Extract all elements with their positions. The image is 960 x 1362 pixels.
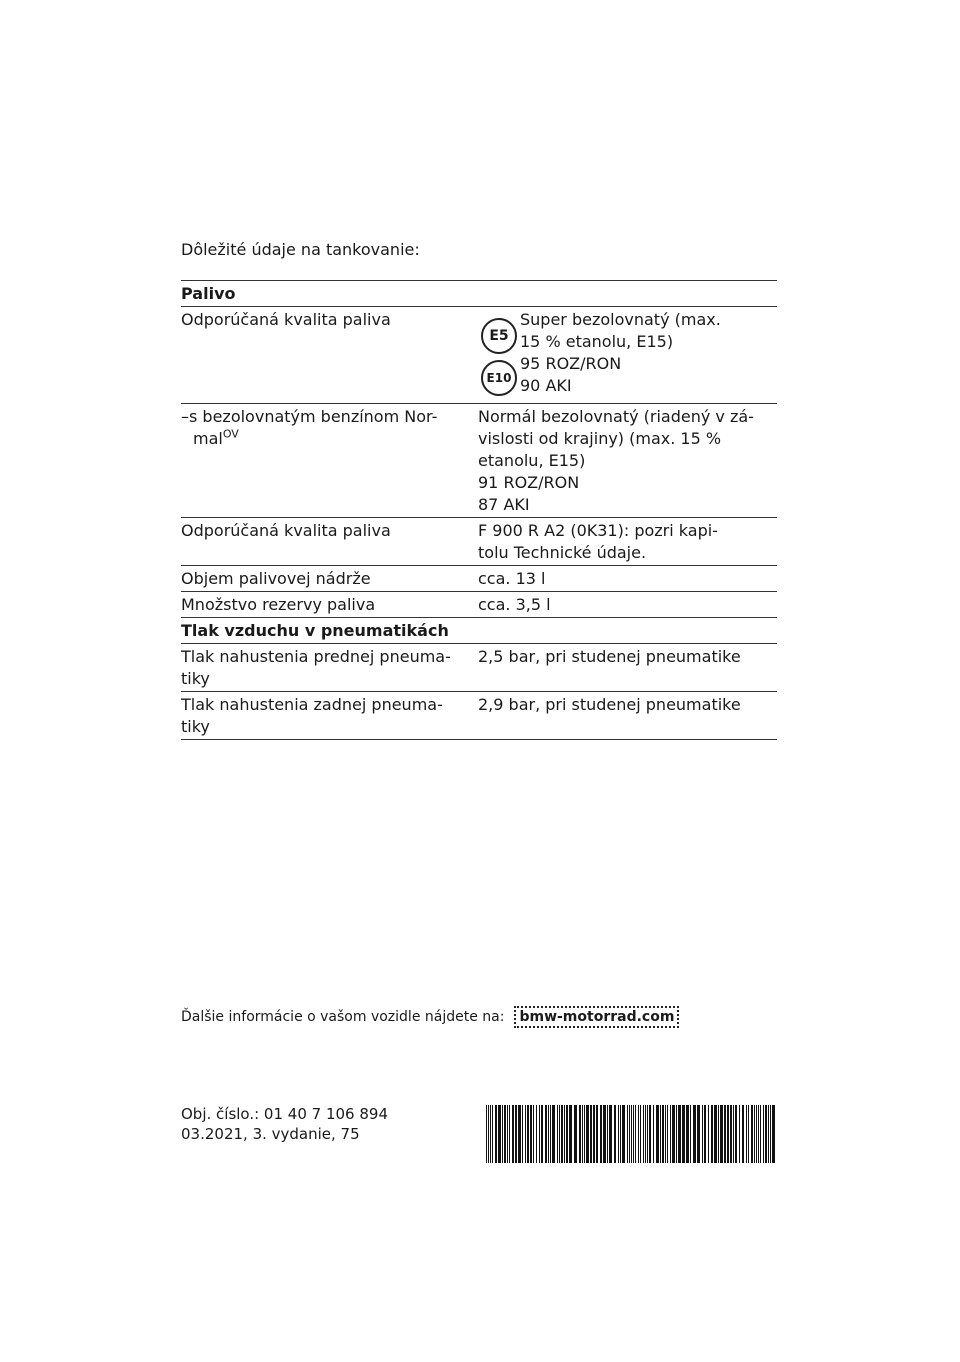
- barcode-bar: [515, 1105, 517, 1163]
- value-line: 91 ROZ/RON: [478, 473, 580, 492]
- barcode-bar: [552, 1105, 555, 1163]
- barcode-bar: [502, 1105, 503, 1163]
- fuel-spec-line: Super bezolovnatý (max.: [520, 310, 721, 329]
- option-superscript: OV: [222, 427, 239, 441]
- barcode-bar: [770, 1105, 771, 1163]
- barcode-bar: [720, 1105, 723, 1163]
- barcode-bar: [620, 1105, 621, 1163]
- barcode-bar: [614, 1105, 616, 1163]
- barcode-bar: [711, 1105, 713, 1163]
- barcode-bar: [609, 1105, 612, 1163]
- fuel-spec: [520, 309, 777, 402]
- barcode-bar: [545, 1105, 547, 1163]
- barcode-bar: [697, 1105, 700, 1163]
- fuel-table: [181, 280, 777, 740]
- barcode-bar: [704, 1105, 706, 1163]
- section-fuel-title: Palivo: [181, 284, 236, 303]
- row-label-line: tiky: [181, 669, 210, 688]
- barcode-bar: [561, 1105, 563, 1163]
- barcode-bar: [629, 1105, 630, 1163]
- barcode-bar: [656, 1105, 659, 1163]
- footer-info-text: Ďalšie informácie o vašom vozidle nájdete na:: [181, 1009, 505, 1025]
- barcode-bar: [550, 1105, 551, 1163]
- barcode-bar: [662, 1105, 664, 1163]
- barcode-bar: [733, 1105, 734, 1163]
- barcode-bar: [640, 1105, 641, 1163]
- row-label: [181, 694, 478, 738]
- row-label: [181, 406, 478, 516]
- barcode-bar: [772, 1105, 775, 1163]
- value-line: 87 AKI: [478, 495, 530, 514]
- barcode-bar: [768, 1105, 769, 1163]
- row-label-text: mal: [193, 429, 223, 448]
- barcode-bar: [635, 1105, 636, 1163]
- value-line: F 900 R A2 (0K31): pozri kapi-: [478, 521, 718, 540]
- barcode-bar: [498, 1105, 501, 1163]
- barcode-bar: [633, 1105, 634, 1163]
- part-number: Obj. číslo.: 01 40 7 106 894: [181, 1105, 388, 1123]
- table-row: [181, 691, 777, 740]
- barcode-bar: [490, 1105, 491, 1163]
- barcode-bar: [509, 1105, 510, 1163]
- row-value: [478, 520, 777, 564]
- barcode-bar: [559, 1105, 560, 1163]
- e10-badge-icon: E10: [481, 360, 517, 396]
- barcode-bar: [536, 1105, 537, 1163]
- intro-heading: Dôležité údaje na tankovanie:: [181, 240, 420, 259]
- barcode-bar: [714, 1105, 717, 1163]
- row-label-line: [181, 428, 476, 450]
- barcode-bar: [488, 1105, 489, 1163]
- value-line: etanolu, E15): [478, 451, 586, 470]
- barcode-bar: [708, 1105, 709, 1163]
- barcode-bar: [751, 1105, 753, 1163]
- barcode-bar: [672, 1105, 675, 1163]
- barcode-bar: [763, 1105, 764, 1163]
- row-value: 2,5 bar, pri studenej pneumatike: [478, 647, 741, 666]
- barcode-bar: [756, 1105, 757, 1163]
- barcode-bar: [522, 1105, 523, 1163]
- barcode-bar: [566, 1105, 568, 1163]
- barcode-bar: [746, 1105, 747, 1163]
- row-value: cca. 13 l: [478, 569, 546, 588]
- barcode-bar: [586, 1105, 589, 1163]
- barcode-bar: [718, 1105, 719, 1163]
- barcode-icon: [486, 1105, 778, 1163]
- section-tyre-title: Tlak vzduchu v pneumatikách: [181, 621, 449, 640]
- barcode-bar: [748, 1105, 749, 1163]
- barcode-bar: [649, 1105, 651, 1163]
- barcode-bar: [593, 1105, 595, 1163]
- section-tyre: [181, 617, 777, 643]
- barcode-bar: [730, 1105, 732, 1163]
- barcode-bar: [527, 1105, 529, 1163]
- barcode-bar: [548, 1105, 549, 1163]
- row-value: [478, 309, 777, 402]
- barcode-bar: [676, 1105, 677, 1163]
- barcode-bar: [584, 1105, 585, 1163]
- barcode-bar: [735, 1105, 737, 1163]
- barcode-bar: [603, 1105, 606, 1163]
- barcode-bar: [618, 1105, 619, 1163]
- barcode-bar: [541, 1105, 543, 1163]
- row-label: Objem palivovej nádrže: [181, 569, 371, 588]
- barcode-bar: [525, 1105, 526, 1163]
- row-label: Odporúčaná kvalita paliva: [181, 310, 391, 329]
- table-row: [181, 643, 777, 691]
- edition: 03.2021, 3. vydanie, 75: [181, 1125, 360, 1143]
- barcode-bar: [742, 1105, 744, 1163]
- barcode-bar: [702, 1105, 703, 1163]
- barcode-bar: [486, 1105, 487, 1163]
- barcode-bar: [693, 1105, 696, 1163]
- barcode-bar: [724, 1105, 726, 1163]
- row-label: Množstvo rezervy paliva: [181, 595, 376, 614]
- row-value: 2,9 bar, pri studenej pneumatike: [478, 695, 741, 714]
- fuel-badges: [478, 309, 520, 402]
- website-link[interactable]: bmw-motorrad.com: [514, 1006, 679, 1028]
- row-label: Odporúčaná kvalita paliva: [181, 521, 391, 540]
- barcode-bar: [512, 1105, 514, 1163]
- barcode-bar: [682, 1105, 685, 1163]
- value-line: Normál bezolovnatý (riadený v zá-: [478, 407, 754, 426]
- value-line: vislosti od krajiny) (max. 15 %: [478, 429, 722, 448]
- barcode-bar: [492, 1105, 493, 1163]
- barcode-bar: [647, 1105, 648, 1163]
- row-label-line: Tlak nahustenia zadnej pneuma-: [181, 695, 443, 714]
- barcode-bar: [564, 1105, 565, 1163]
- barcode-bar: [507, 1105, 508, 1163]
- table-row: [181, 565, 777, 591]
- barcode-bar: [574, 1105, 577, 1163]
- barcode-bar: [539, 1105, 540, 1163]
- barcode-bar: [665, 1105, 666, 1163]
- barcode-bar: [631, 1105, 632, 1163]
- barcode-bar: [690, 1105, 691, 1163]
- barcode-bar: [660, 1105, 661, 1163]
- barcode-bar: [727, 1105, 729, 1163]
- table-row: [181, 306, 777, 403]
- barcode-bar: [590, 1105, 592, 1163]
- barcode-bar: [579, 1105, 581, 1163]
- barcode-bar: [739, 1105, 740, 1163]
- barcode-bar: [758, 1105, 759, 1163]
- barcode-bar: [653, 1105, 654, 1163]
- barcode-bar: [600, 1105, 602, 1163]
- barcode-bar: [518, 1105, 521, 1163]
- row-label-line: Tlak nahustenia prednej pneuma-: [181, 647, 451, 666]
- barcode-bar: [760, 1105, 761, 1163]
- barcode-bar: [557, 1105, 558, 1163]
- barcode-bar: [504, 1105, 506, 1163]
- barcode-bar: [533, 1105, 534, 1163]
- barcode-bar: [645, 1105, 646, 1163]
- footer-info: [181, 1006, 679, 1028]
- table-row: [181, 517, 777, 565]
- barcode-bar: [765, 1105, 767, 1163]
- barcode-bar: [638, 1105, 639, 1163]
- table-row: [181, 403, 777, 517]
- barcode-bar: [754, 1105, 755, 1163]
- row-label-line: –s bezolovnatým benzínom Nor-: [181, 407, 438, 426]
- row-label: [181, 646, 478, 690]
- fuel-spec-line: 90 AKI: [520, 376, 572, 395]
- barcode-bar: [622, 1105, 625, 1163]
- barcode-bar: [670, 1105, 671, 1163]
- barcode-bar: [678, 1105, 681, 1163]
- barcode-bar: [582, 1105, 583, 1163]
- section-fuel: [181, 280, 777, 306]
- value-line: tolu Technické údaje.: [478, 543, 647, 562]
- barcode-bar: [607, 1105, 608, 1163]
- barcode-bar: [495, 1105, 497, 1163]
- publication-info: [181, 1104, 388, 1144]
- barcode-bar: [667, 1105, 668, 1163]
- table-row: [181, 591, 777, 617]
- row-label-line: tiky: [181, 717, 210, 736]
- row-value: cca. 3,5 l: [478, 595, 551, 614]
- row-value: [478, 406, 777, 516]
- barcode-bar: [596, 1105, 598, 1163]
- barcode-bar: [686, 1105, 689, 1163]
- barcode-bar: [627, 1105, 628, 1163]
- barcode-bar: [530, 1105, 532, 1163]
- fuel-spec-line: 15 % etanolu, E15): [520, 332, 674, 351]
- barcode-bar: [569, 1105, 572, 1163]
- e5-badge-icon: E5: [481, 318, 517, 354]
- barcode-bar: [643, 1105, 644, 1163]
- fuel-spec-line: 95 ROZ/RON: [520, 354, 622, 373]
